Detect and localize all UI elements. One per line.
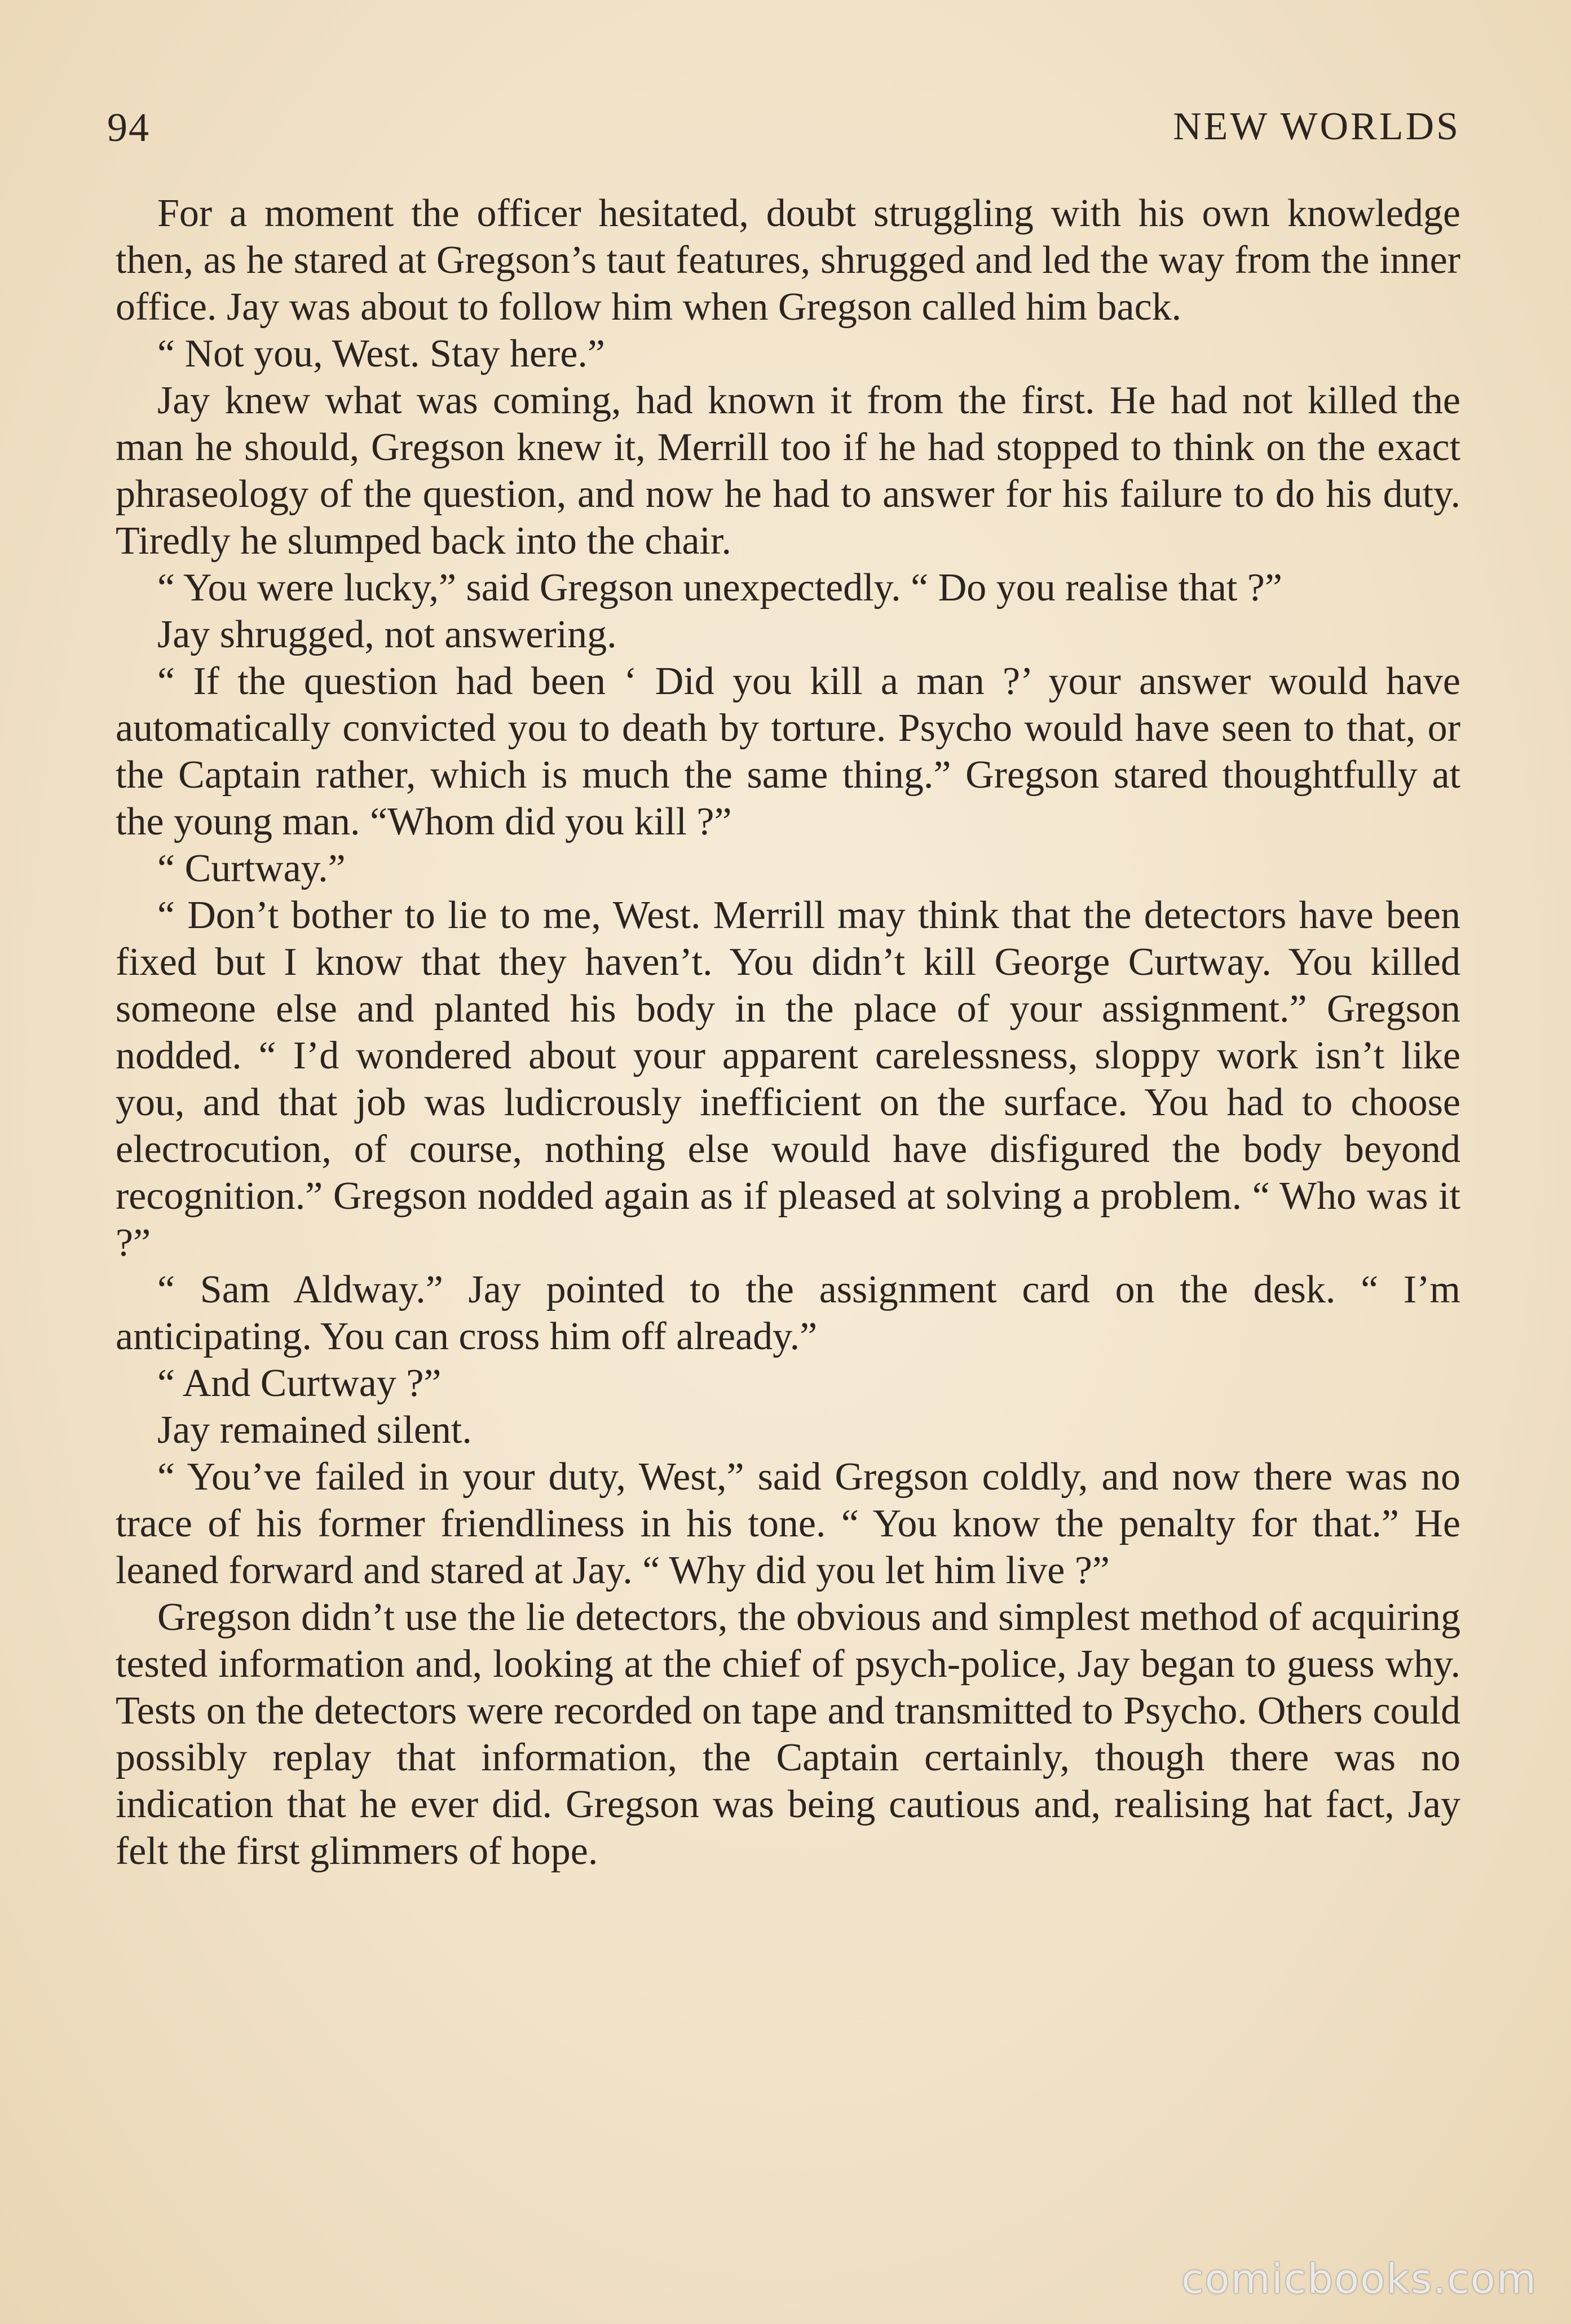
page-header — [107, 99, 1460, 161]
paragraph: “ If the question had been ‘ Did you kill a man ?’ your answer would have automatically convicted you to death by torture. Psycho would have seen to that, or the Captain rather, which is much the same thing.” Gregson stared thoughtfully at the young man. “Whom did you kill ?” — [116, 660, 1460, 843]
page-number: 94 — [107, 105, 150, 150]
paragraph: “ Curtway.” — [157, 847, 346, 890]
paragraph: “ You’ve failed in your duty, West,” said Gregson coldly, and now there was no trace of his former friendliness in his tone. “ You know the penalty for that.” He leaned forward and stared at Jay. “ Why did you let him live ?” — [116, 1455, 1460, 1592]
paragraph: Jay shrugged, not answering. — [157, 613, 617, 656]
watermark: comicbooks.com — [1181, 2255, 1537, 2303]
paragraph: “ Sam Aldway.” Jay pointed to the assignment card on the desk. “ I’m anticipating. You can cross him off already.” — [116, 1268, 1460, 1358]
paragraph: For a moment the officer hesitated, doubt struggling with his own knowledge then, as he stared at Gregson’s taut features, shrugged and led the way from the inner office. Jay was about to follow him when Gregson called him back. — [116, 192, 1460, 329]
paragraph: Jay knew what was coming, had known it from the first. He had not killed the man he should, Gregson knew it, Merrill too if he had stopped to think on the exact phraseology of the question, and now he had to answer for his failure to do his duty. Tiredly he slumped back into the chair. — [116, 379, 1460, 563]
paragraph: “ And Curtway ?” — [157, 1362, 442, 1405]
body-text — [116, 190, 1460, 1875]
running-head: NEW WORLDS — [1173, 105, 1460, 148]
paragraph: Jay remained silent. — [157, 1408, 472, 1452]
paragraph: “ Not you, West. Stay here.” — [157, 332, 605, 375]
paragraph: “ Don’t bother to lie to me, West. Merrill may think that the detectors have been fixed but I know that they haven’t. You didn’t kill George Curtway. You killed someone else and planted his body in the place of your assignment.” Gregson nodded. “ I’d wondered about your apparent carelessness, sloppy work isn’t like you, and that job was ludicrously inefficient on the surface. You had to choose electrocution, of course, nothing else would have disfigured the body beyond recognition.” Gregson nodded again as if pleased at solving a problem. “ Who was it ?” — [116, 894, 1460, 1265]
paragraph: Gregson didn’t use the lie detectors, the obvious and simplest method of acquiring tested information and, looking at the chief of psych-police, Jay began to guess why. Tests on the detectors were recorded on tape and transmitted to Psycho. Others could possibly replay that information, the Captain certainly, though there was no indication that he ever did. Gregson was being cautious and, realising hat fact, Jay felt the first glimmers of hope. — [116, 1596, 1460, 1873]
paragraph: “ You were lucky,” said Gregson unexpectedly. “ Do you realise that ?” — [157, 566, 1282, 609]
